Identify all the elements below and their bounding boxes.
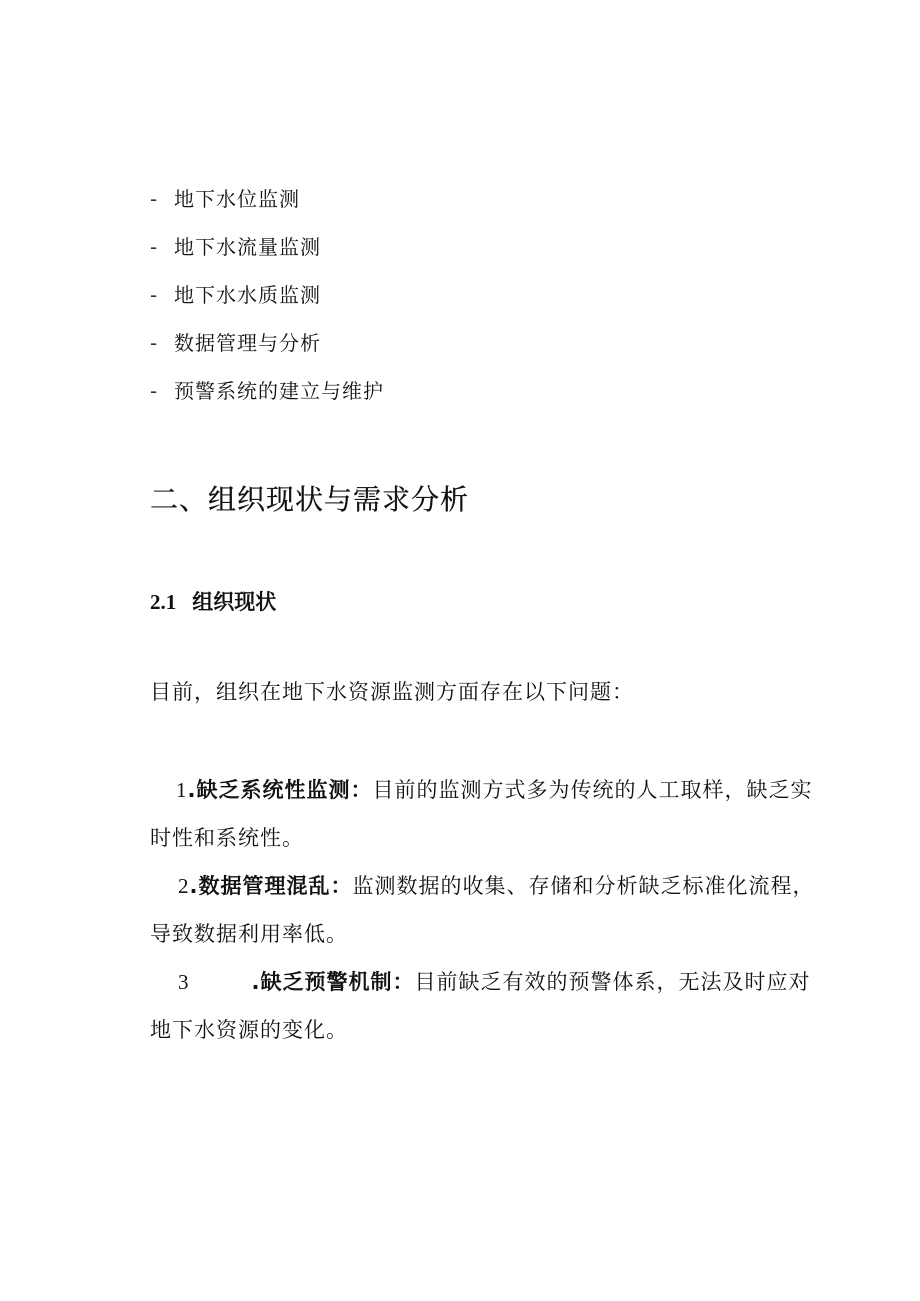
intro-paragraph: 目前，组织在地下水资源监测方面存在以下问题：	[150, 680, 634, 704]
list-item	[150, 182, 850, 230]
problem-item-1	[150, 766, 830, 862]
bullet-dash: -	[150, 331, 159, 355]
bullet-text: 数据管理与分析	[174, 331, 321, 355]
bullet-dash: -	[150, 235, 159, 259]
bullet-text: 地下水流量监测	[174, 235, 321, 259]
problem-item-2	[150, 862, 830, 958]
bullet-dash: -	[150, 283, 159, 307]
list-item	[150, 326, 850, 374]
problem-label: .缺乏预警机制：	[251, 970, 415, 994]
subsection-number: 2.1	[150, 590, 177, 614]
problem-item-3	[150, 958, 830, 1054]
subsection-heading	[150, 586, 276, 616]
problem-number: 1	[176, 778, 188, 802]
problem-number: 2	[178, 874, 190, 898]
bullet-dash: -	[150, 187, 159, 211]
bullet-text: 地下水位监测	[174, 187, 300, 211]
problem-text: 监测数据的收集、存储和分析缺乏标准化流程，导致数据利用率低。	[150, 874, 815, 946]
problem-label: .缺乏系统性监测：	[187, 778, 373, 802]
section-heading: 二、组织现状与需求分析	[150, 483, 470, 516]
bullet-text: 地下水水质监测	[174, 283, 321, 307]
bullet-text: 预警系统的建立与维护	[174, 379, 384, 403]
problem-number: 3	[178, 970, 190, 994]
list-item	[150, 230, 850, 278]
bullet-dash: -	[150, 379, 159, 403]
problem-text: 目前的监测方式多为传统的人工取样，缺乏实时性和系统性。	[150, 778, 813, 850]
monitoring-bullet-list	[150, 182, 850, 422]
list-item	[150, 278, 850, 326]
list-item	[150, 374, 850, 422]
problem-text: 目前缺乏有效的预警体系，无法及时应对地下水资源的变化。	[150, 970, 811, 1042]
subsection-title: 组织现状	[192, 590, 277, 614]
problem-label: .数据管理混乱：	[189, 874, 353, 898]
